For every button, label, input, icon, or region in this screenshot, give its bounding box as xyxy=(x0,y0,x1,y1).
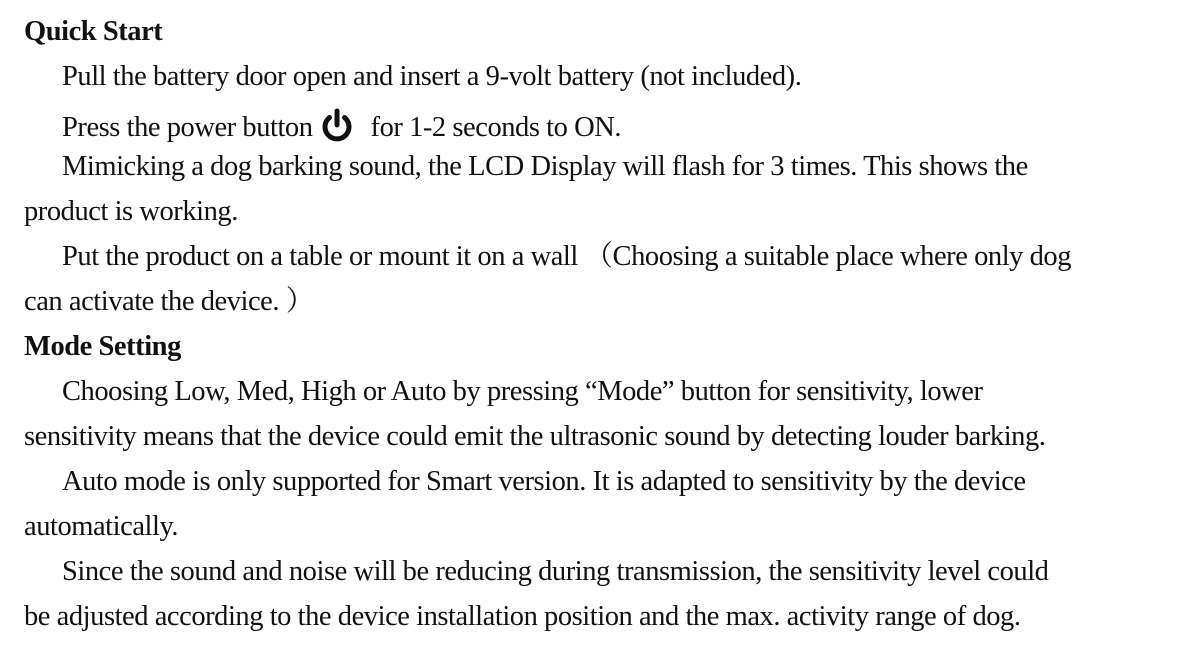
quick-start-step-lcd-line1: Mimicking a dog barking sound, the LCD Display will flash for 3 times. This shows the xyxy=(62,151,1028,182)
power-step-text-after: for 1-2 seconds to ON. xyxy=(370,112,622,143)
mode-setting-transmission-line1: Since the sound and noise will be reducing during transmission, the sensitivity level could xyxy=(62,556,1049,587)
quick-start-heading: Quick Start xyxy=(24,16,163,47)
mode-setting-sensitivity-line2: sensitivity means that the device could emit the ultrasonic sound by detecting louder barking. xyxy=(24,421,1046,452)
power-step-text-before: Press the power button xyxy=(62,112,313,143)
mode-setting-sensitivity-line1: Choosing Low, Med, High or Auto by pressing “Mode” button for sensitivity, lower xyxy=(62,376,983,407)
quick-start-step-battery: Pull the battery door open and insert a 9-volt battery (not included). xyxy=(62,61,802,92)
mode-setting-transmission-line2: be adjusted according to the device installation position and the max. activity range of dog. xyxy=(24,601,1021,632)
quick-start-step-power xyxy=(62,106,621,146)
mode-setting-auto-line2: automatically. xyxy=(24,511,179,542)
quick-start-step-placement-line1: Put the product on a table or mount it on a wall （Choosing a suitable place where only dog xyxy=(62,241,1072,272)
quick-start-step-placement-line2: can activate the device. ） xyxy=(24,286,314,317)
mode-setting-heading: Mode Setting xyxy=(24,331,181,362)
mode-setting-auto-line1: Auto mode is only supported for Smart version. It is adapted to sensitivity by the device xyxy=(62,466,1026,497)
power-icon xyxy=(317,106,357,146)
quick-start-step-lcd-line2: product is working. xyxy=(24,196,238,227)
